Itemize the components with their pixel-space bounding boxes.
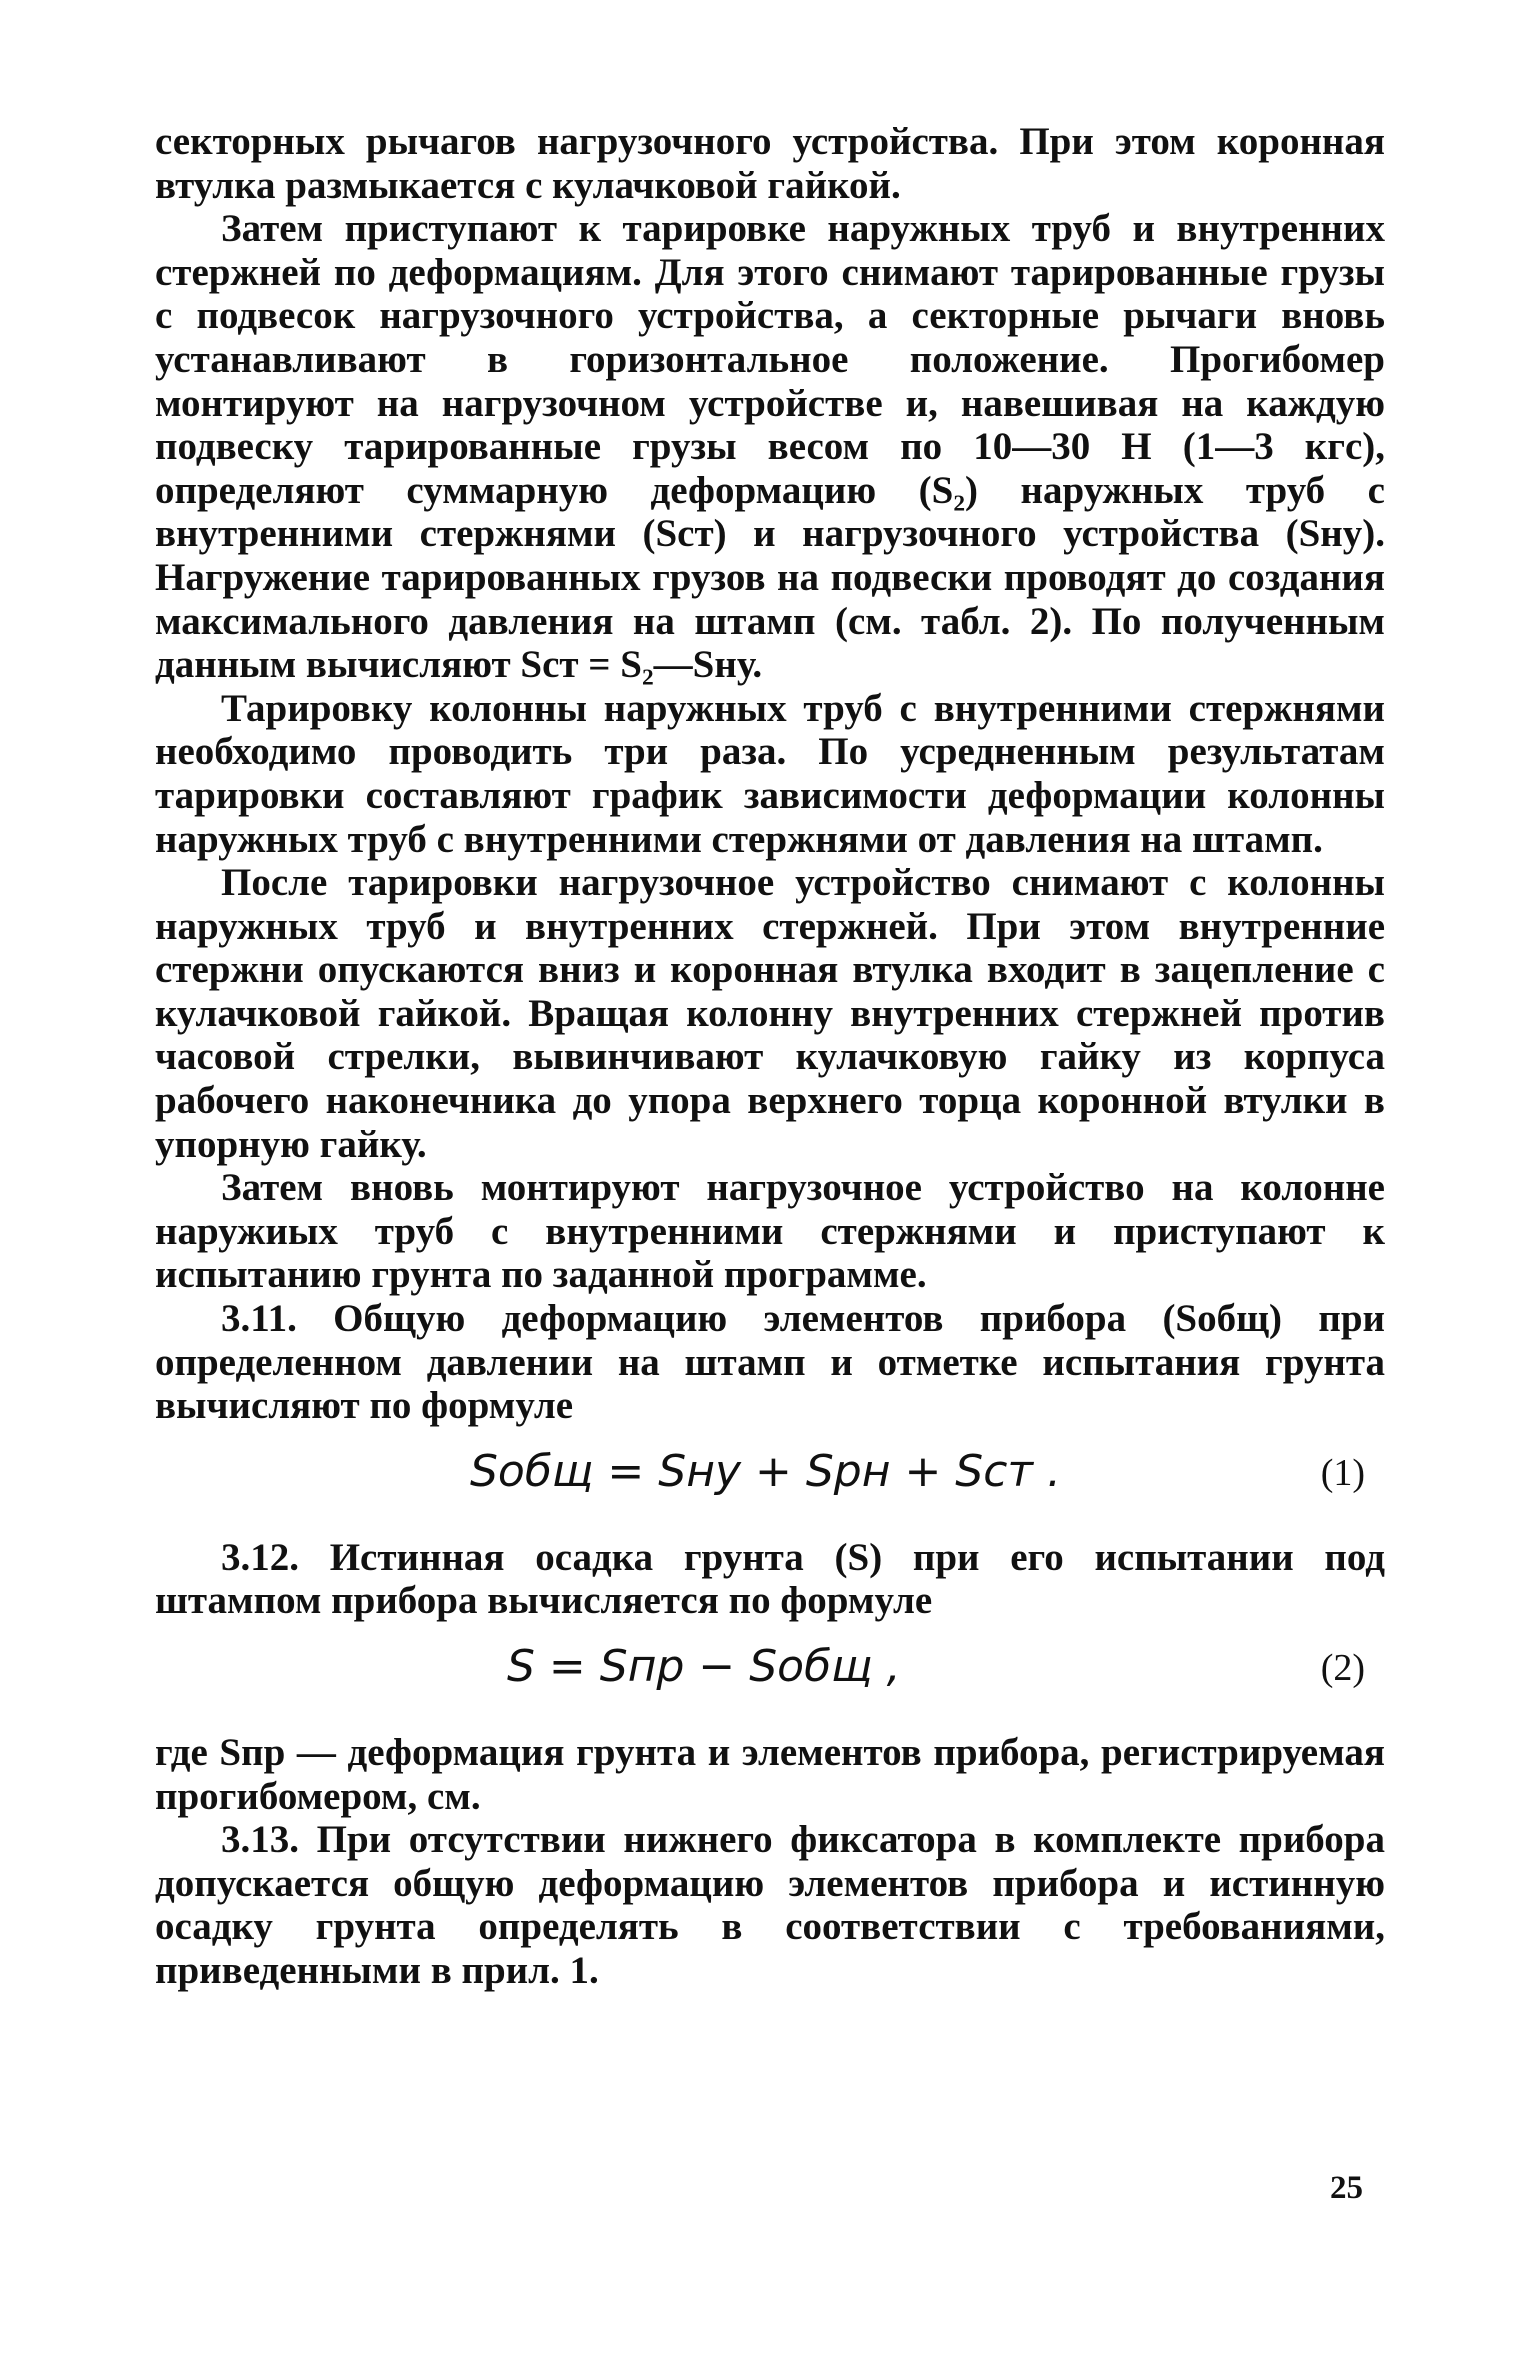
paragraph-1: секторных рычагов нагрузочного устройства. При этом коронная втулка размыкается с кулачковой гайкой.: [155, 120, 1385, 207]
page-number: 25: [1330, 2170, 1363, 2206]
paragraph-2: Затем приступают к тарировке наружных труб и внутренних стержней по деформациям. Для этого снимают тарированные грузы с подвесок нагрузочного устройства, а секторные рычаги вновь устанавливают в горизонтальное положение. Прогибомер монтируют на нагрузочном устройстве и, навешивая на каждую подвеску тарированные грузы весом по 10—30 Н (1—3 кгс), определяют суммарную деформацию (S₂) наружных труб с внутренними стержнями (Sст) и нагрузочного устройства (Sну). Нагружение тарированных грузов на подвески проводят до создания максимального давления на штамп (см. табл. 2). По полученным данным вычисляют Sст = S₂—Sну.: [155, 207, 1385, 687]
formula-1-expression: Sобщ = Sну + Sрн + Sст .: [470, 1445, 1062, 1497]
section-3-11: 3.11. Общую деформацию элементов прибора (Sобщ) при определенном давлении на штамп и отметке испытания грунта вычисляют по формуле: [155, 1297, 1385, 1428]
section-3-12: 3.12. Истинная осадка грунта (S) при его испытании под штампом прибора вычисляется по формуле: [155, 1535, 1385, 1623]
formula-2-expression: S = Sпр − Sобщ ,: [507, 1641, 901, 1692]
formula-2-explanation: где Sпр — деформация грунта и элементов прибора, регистрируемая прогибомером, см.: [155, 1731, 1385, 1818]
formula-2-number: (2): [1320, 1647, 1365, 1689]
paragraph-3: Тарировку колонны наружных труб с внутренними стержнями необходимо проводить три раза. По усредненным результатам тарировки составляют график зависимости деформации колонны наружных труб с внутренними стержнями от давления на штамп.: [155, 686, 1385, 861]
paragraph-4: После тарировки нагрузочное устройство снимают с колонны наружных труб и внутренних стержней. При этом внутренние стержни опускаются вниз и коронная втулка входит в зацепление с кулачковой гайкой. Вращая колонну внутренних стержней против часовой стрелки, вывинчивают кулачковую гайку из корпуса рабочего наконечника до упора верхнего торца коронной втулки в упорную гайку.: [155, 861, 1385, 1166]
formula-1-number: (1): [1320, 1451, 1365, 1494]
section-3-13: 3.13. При отсутствии нижнего фиксатора в комплекте прибора допускается общую деформацию элементов прибора и истинную осадку грунта определять в соответствии с требованиями, приведенными в прил. 1.: [155, 1818, 1385, 1992]
formula-2: [155, 1623, 1385, 1731]
body-text: [155, 120, 1385, 1993]
formula-1: [155, 1428, 1385, 1536]
paragraph-5: Затем вновь монтируют нагрузочное устройство на колонне наружиых труб с внутренними стержнями и приступают к испытанию грунта по заданной программе.: [155, 1166, 1385, 1297]
